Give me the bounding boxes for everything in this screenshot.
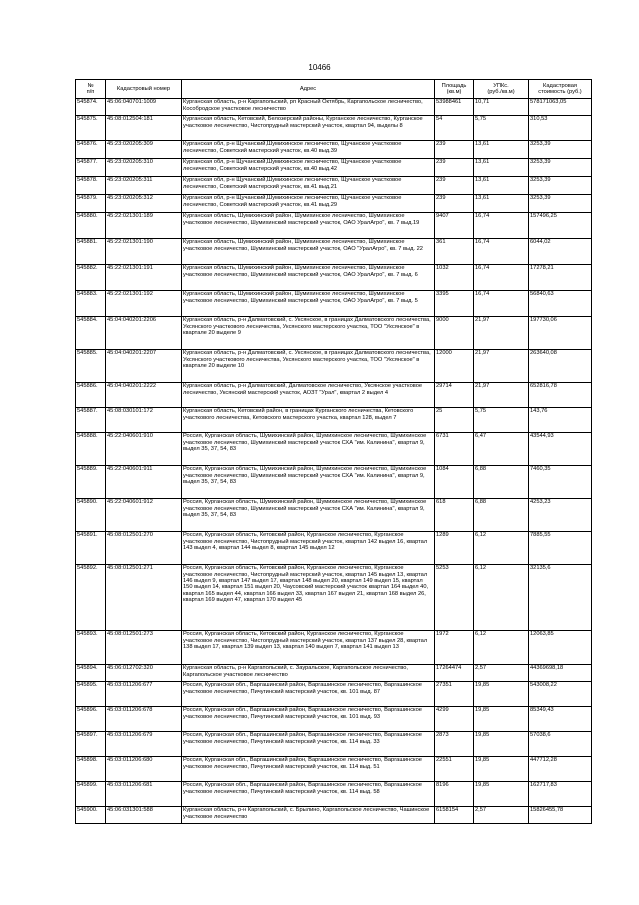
table-row — [76, 116, 592, 141]
cell-cadastral-value: 197730,06 — [529, 317, 592, 350]
page-number: 10466 — [308, 63, 331, 72]
cell-cadastral-value: 57038,6 — [529, 732, 592, 757]
cell-area: 29714 — [435, 383, 474, 408]
cell-row-number: 545887. — [76, 408, 106, 433]
cell-row-number: 545875. — [76, 116, 106, 141]
cell-address: Курганская обл, р-н Щучанский,Шумихинское лесничество, Щучанское участковое лесничество, Советский мастерский участок, кв.40 выд.39 — [182, 141, 435, 159]
cell-cadastral-value: 3253,39 — [529, 177, 592, 195]
cell-row-number: 545879. — [76, 195, 106, 213]
cell-cadastral-number: 45:04:040201:2206 — [106, 317, 182, 350]
cell-row-number: 545897. — [76, 732, 106, 757]
cell-area: 2873 — [435, 732, 474, 757]
cell-cadastral-value: 157496,25 — [529, 213, 592, 239]
cell-row-number: 545877. — [76, 159, 106, 177]
cell-cadastral-value: 143,76 — [529, 408, 592, 433]
cell-row-number: 545898. — [76, 757, 106, 782]
cell-upks: 21,97 — [474, 350, 529, 383]
cell-upks: 6,88 — [474, 499, 529, 532]
cell-cadastral-number: 45:22:021301:189 — [106, 213, 182, 239]
cell-cadastral-value: 43544,93 — [529, 433, 592, 466]
cell-cadastral-value: 4253,23 — [529, 499, 592, 532]
table-row — [76, 141, 592, 159]
cell-cadastral-value: 85349,43 — [529, 707, 592, 732]
cell-address: Курганская область, Шумихинский район, Шумихинское лесничество, Шумихинское участковое лесничество, Шумихинский мастерский участок, ОАО УралАгро", кв. 7 выд.19 — [182, 213, 435, 239]
cell-address: Курганская область, Кетовский район, в границах Курганского лесничества, Кетовского участкового лесничества, Кетовского мастерского участка, квартал 128, выдел 7 — [182, 408, 435, 433]
header-num: № п/п — [76, 80, 106, 99]
cell-cadastral-value: 3253,39 — [529, 195, 592, 213]
cell-row-number: 545882. — [76, 265, 106, 291]
cell-cadastral-number: 45:06:040701:1009 — [106, 99, 182, 116]
cell-cadastral-number: 45:23:020205:312 — [106, 195, 182, 213]
header-cadastral-number: Кадастровый номер — [106, 80, 182, 99]
header-upks: УПКс. (руб./кв.м) — [474, 80, 529, 99]
cell-row-number: 545889. — [76, 466, 106, 499]
cell-cadastral-value: 162717,83 — [529, 782, 592, 807]
cell-area: 54 — [435, 116, 474, 141]
cell-address: Россия, Курганская обл., Варгашинский район, Варгашинское лесничество, Варгашинское участковое лесничество, Пичугинский мастерский участок, кв. 101 выд. 93 — [182, 707, 435, 732]
table-row — [76, 99, 592, 116]
cell-cadastral-value: 15826455,78 — [529, 807, 592, 824]
cell-upks: 21,97 — [474, 383, 529, 408]
cell-upks: 16,74 — [474, 265, 529, 291]
table-row — [76, 532, 592, 565]
cell-cadastral-number: 45:22:040601:912 — [106, 499, 182, 532]
cell-upks: 13,61 — [474, 195, 529, 213]
cell-cadastral-number: 45:22:021301:192 — [106, 291, 182, 317]
cell-cadastral-value: 7885,55 — [529, 532, 592, 565]
cell-cadastral-value: 543008,22 — [529, 682, 592, 707]
cell-cadastral-value: 17278,21 — [529, 265, 592, 291]
cell-area: 17264474 — [435, 665, 474, 682]
cell-area: 53988461 — [435, 99, 474, 116]
header-area: Площадь (кв.м) — [435, 80, 474, 99]
table-row — [76, 159, 592, 177]
cell-address: Курганская область, Шумихинский район, Шумихинское лесничество, Шумихинское участковое лесничество, Шумихинский мастерский участок, ОАО УралАгро", кв. 7 выд. 6 — [182, 265, 435, 291]
cell-cadastral-number: 45:22:040601:910 — [106, 433, 182, 466]
cell-row-number: 545900. — [76, 807, 106, 824]
table-row — [76, 732, 592, 757]
table-row — [76, 499, 592, 532]
cell-upks: 2,57 — [474, 665, 529, 682]
table-row — [76, 408, 592, 433]
header-address: Адрес — [182, 80, 435, 99]
cell-cadastral-number: 45:03:011206:681 — [106, 782, 182, 807]
table-header-row — [76, 80, 592, 99]
cell-upks: 16,74 — [474, 213, 529, 239]
cell-area: 9407 — [435, 213, 474, 239]
table-row — [76, 682, 592, 707]
cell-address: Курганская область, р-н Каргапольский, с. Зауральское, Каргапольское лесничество, Каргапольское участковое лесничество — [182, 665, 435, 682]
cell-area: 6731 — [435, 433, 474, 466]
header-cadastral-value: Кадастровая стоимость (руб.) — [529, 80, 592, 99]
cell-row-number: 545878. — [76, 177, 106, 195]
cell-upks: 16,74 — [474, 291, 529, 317]
cell-cadastral-number: 45:22:021301:191 — [106, 265, 182, 291]
cell-area: 12000 — [435, 350, 474, 383]
cell-cadastral-number: 45:22:021301:190 — [106, 239, 182, 265]
cell-row-number: 545884. — [76, 317, 106, 350]
cell-address: Курганская область, р-н Далматовский, с. Уксянское, в границах Далматовского лесничества, Уксянского участкового лесничества, Уксянского мастерского участка, ТОО "Уксянское" в квартале 20 выделе 10 — [182, 350, 435, 383]
cell-cadastral-value: 56840,63 — [529, 291, 592, 317]
cell-upks: 13,61 — [474, 177, 529, 195]
table-row — [76, 350, 592, 383]
cell-area: 5253 — [435, 565, 474, 631]
table-row — [76, 177, 592, 195]
cell-address: Россия, Курганская область, Шумихинский район, Шумихинское лесничество, Шумихинское участковое лесничество, Шумихинский мастерский участок СХА "им. Калинина", квартал 9, выдел 35, 37, 54, 83 — [182, 466, 435, 499]
cell-area: 9000 — [435, 317, 474, 350]
cell-upks: 19,85 — [474, 732, 529, 757]
cell-address: Россия, Курганская область, Кетовский район, Курганское лесничество, Курганское участковое лесничество, Чистопрудный мастерский участок, квартал 145 выдел 13, квартал 146 выдел 9, квартал 147 выдел 17, квартал 148 выдел 20, квартал 149 выдел 15, квартал 150 выдел 14, квартал 151 выдел 20, Чаусовский мастерский участок квартал 164 выдел 40, квартал 165 выдел 44, квартал 166 выдел 33, квартал 167 выдел 21, квартал 168 выдел 26, квартал 169 выдел 47, квартал 170 выдел 45 — [182, 565, 435, 631]
cell-address: Курганская обл, р-н Щучанский,Шумихинское лесничество, Щучанское участковое лесничество, Советский мастерский участок, кв.41 выд.29 — [182, 195, 435, 213]
cell-cadastral-number: 45:08:012501:271 — [106, 565, 182, 631]
cell-row-number: 545881. — [76, 239, 106, 265]
cell-cadastral-value: 652816,78 — [529, 383, 592, 408]
table-row — [76, 239, 592, 265]
cell-row-number: 545883. — [76, 291, 106, 317]
cell-cadastral-number: 45:23:020205:311 — [106, 177, 182, 195]
cell-cadastral-number: 45:08:012501:270 — [106, 532, 182, 565]
cell-cadastral-number: 45:08:012501:273 — [106, 631, 182, 665]
cell-row-number: 545888. — [76, 433, 106, 466]
cell-area: 1972 — [435, 631, 474, 665]
cell-cadastral-number: 45:03:011206:678 — [106, 707, 182, 732]
table-row — [76, 782, 592, 807]
cell-address: Россия, Курганская обл., Варгашинский район, Варгашинское лесничество, Варгашинское участковое лесничество, Пичугинский мастерский участок, кв. 114 выд. 33 — [182, 732, 435, 757]
cell-cadastral-number: 45:03:011206:677 — [106, 682, 182, 707]
cell-area: 22551 — [435, 757, 474, 782]
cell-cadastral-value: 32135,6 — [529, 565, 592, 631]
cell-area: 4299 — [435, 707, 474, 732]
cell-upks: 21,97 — [474, 317, 529, 350]
cell-cadastral-number: 45:22:040601:911 — [106, 466, 182, 499]
table-row — [76, 631, 592, 665]
cell-cadastral-value: 6044,02 — [529, 239, 592, 265]
cell-address: Курганская область, Шумихинский район, Шумихинское лесничество, Шумихинское участковое лесничество, Шумихинский мастерский участок, ОАО "УралАгро", кв. 7 выд. 22 — [182, 239, 435, 265]
cell-address: Курганская область, р-н Каргапольский, с. Брылино, Каргапольское лесничество, Чашинское участковое лесничество — [182, 807, 435, 824]
cell-address: Россия, Курганская область, Шумихинский район, Шумихинское лесничество, Шумихинское участковое лесничество, Шумихинский мастерский участок СХА "им. Калинина", квартал 9, выдел 35, 37, 54, 83 — [182, 499, 435, 532]
table-row — [76, 213, 592, 239]
cell-address: Россия, Курганская обл., Варгашинский район, Варгашинское лесничество, Варгашинское участковое лесничество, Пичугинский мастерский участок, кв. 114 выд. 58 — [182, 782, 435, 807]
table-row — [76, 317, 592, 350]
cell-row-number: 545874. — [76, 99, 106, 116]
cell-area: 25 — [435, 408, 474, 433]
cell-row-number: 545886. — [76, 383, 106, 408]
cell-address: Россия, Курганская область, Шумихинский район, Шумихинское лесничество, Шумихинское участковое лесничество, Шумихинский мастерский участок СХА "им. Калинина", квартал 9, выдел 35, 37, 54, 83 — [182, 433, 435, 466]
cell-area: 618 — [435, 499, 474, 532]
cell-cadastral-number: 45:23:020205:309 — [106, 141, 182, 159]
cell-area: 1032 — [435, 265, 474, 291]
cell-address: Курганская область, Кетовский, Белозерский районы, Курганское лесничество, Курганское участковое лесничество, Чистопрудный мастерский участок, квартал 94, выделы 8 — [182, 116, 435, 141]
cell-row-number: 545899. — [76, 782, 106, 807]
cell-cadastral-number: 45:04:040201:2207 — [106, 350, 182, 383]
table-row — [76, 757, 592, 782]
cell-cadastral-number: 45:03:011206:679 — [106, 732, 182, 757]
cell-upks: 6,12 — [474, 532, 529, 565]
cell-row-number: 545892. — [76, 565, 106, 631]
table-row — [76, 707, 592, 732]
cell-cadastral-value: 12063,85 — [529, 631, 592, 665]
cell-upks: 5,75 — [474, 408, 529, 433]
cell-upks: 19,85 — [474, 782, 529, 807]
table-row — [76, 433, 592, 466]
cell-area: 3395 — [435, 291, 474, 317]
cell-upks: 19,85 — [474, 757, 529, 782]
cell-cadastral-number: 45:08:030101:172 — [106, 408, 182, 433]
cell-area: 8196 — [435, 782, 474, 807]
cell-cadastral-number: 45:23:020205:310 — [106, 159, 182, 177]
cadastral-table — [75, 79, 592, 824]
cell-cadastral-number: 45:04:040201:2222 — [106, 383, 182, 408]
cell-address: Россия, Курганская область, Кетовский район, Курганское лесничество, Курганское участковое лесничество, Чистопрудный мастерский участок, квартал 137 выдел 28, квартал 138 выдел 17, квартал 139 выдел 13, квартал 140 выдел 7, квартал 141 выдел 13 — [182, 631, 435, 665]
cell-cadastral-number: 45:03:011206:680 — [106, 757, 182, 782]
cell-upks: 2,57 — [474, 807, 529, 824]
cell-area: 239 — [435, 141, 474, 159]
cell-cadastral-value: 3253,39 — [529, 159, 592, 177]
cell-upks: 6,47 — [474, 433, 529, 466]
table-row — [76, 466, 592, 499]
cell-area: 1084 — [435, 466, 474, 499]
cell-cadastral-value: 310,53 — [529, 116, 592, 141]
cell-area: 239 — [435, 159, 474, 177]
cell-upks: 5,75 — [474, 116, 529, 141]
cell-address: Курганская обл, р-н Щучанский,Шумихинское лесничество, Щучанское участковое лесничество, Советский мастерский участок, кв.41 выд.21 — [182, 177, 435, 195]
cell-cadastral-value: 7460,35 — [529, 466, 592, 499]
cell-cadastral-number: 45:06:031301:588 — [106, 807, 182, 824]
cell-upks: 16,74 — [474, 239, 529, 265]
cell-row-number: 545894. — [76, 665, 106, 682]
cell-upks: 6,12 — [474, 631, 529, 665]
cell-cadastral-value: 578171063,05 — [529, 99, 592, 116]
cell-area: 361 — [435, 239, 474, 265]
table-row — [76, 265, 592, 291]
cell-address: Россия, Курганская обл., Варгашинский район, Варгашинское лесничество, Варгашинское участковое лесничество, Пичугинский мастерский участок, кв. 101 выд. 87 — [182, 682, 435, 707]
cell-cadastral-value: 263640,08 — [529, 350, 592, 383]
cell-row-number: 545895. — [76, 682, 106, 707]
cell-upks: 13,61 — [474, 159, 529, 177]
cell-address: Курганская область, Шумихинский район, Шумихинское лесничество, Шумихинское участковое лесничество, Шумихинский мастерский участок, ОАО УралАгро", кв. 7 выд. 5 — [182, 291, 435, 317]
cell-upks: 6,88 — [474, 466, 529, 499]
cell-cadastral-value: 3253,39 — [529, 141, 592, 159]
cell-row-number: 545880. — [76, 213, 106, 239]
cell-cadastral-number: 45:06:012702:320 — [106, 665, 182, 682]
table-row — [76, 383, 592, 408]
cell-area: 239 — [435, 177, 474, 195]
cell-upks: 6,12 — [474, 565, 529, 631]
table-row — [76, 807, 592, 824]
cell-area: 239 — [435, 195, 474, 213]
cell-cadastral-number: 45:08:012504:181 — [106, 116, 182, 141]
cell-area: 1289 — [435, 532, 474, 565]
cell-row-number: 545876. — [76, 141, 106, 159]
cell-upks: 10,71 — [474, 99, 529, 116]
cell-upks: 19,85 — [474, 707, 529, 732]
cell-address: Россия, Курганская обл., Варгашинский район, Варгашинское лесничество, Варгашинское участковое лесничество, Пичугинский мастерский участок, кв. 114 выд. 51 — [182, 757, 435, 782]
table-row — [76, 565, 592, 631]
cell-row-number: 545890. — [76, 499, 106, 532]
cell-cadastral-value: 44369698,18 — [529, 665, 592, 682]
table-row — [76, 291, 592, 317]
cell-row-number: 545896. — [76, 707, 106, 732]
cell-row-number: 545885. — [76, 350, 106, 383]
cell-upks: 13,61 — [474, 141, 529, 159]
table-row — [76, 665, 592, 682]
cell-area: 27351 — [435, 682, 474, 707]
cell-address: Россия, Курганская область, Кетовский район, Курганское лесничество, Курганское участковое лесничество, Чистопрудный мастерский участок, квартал 142 выдел 16, квартал 143 выдел 4, квартал 144 выдел 8, квартал 145 выдел 12 — [182, 532, 435, 565]
cell-address: Курганская обл, р-н Щучанский,Шумихинское лесничество, Щучанское участковое лесничество, Советский мастерский участок, кв.40 выд.42 — [182, 159, 435, 177]
cell-cadastral-value: 447712,28 — [529, 757, 592, 782]
cell-address: Курганская область, р-н Каргапольский, рп Красный Октябрь, Каргапольское лесничество, Кособродское участковое лесничество — [182, 99, 435, 116]
cell-row-number: 545891. — [76, 532, 106, 565]
cell-area: 6158154 — [435, 807, 474, 824]
cell-address: Курганская область, р-н Далматовский, Далматовское лесничество, Уксянское участковое лесничество, Уксянский мастерский участок, АОЗТ "Урал", квартал 2 выдел 4 — [182, 383, 435, 408]
cell-upks: 19,85 — [474, 682, 529, 707]
cell-address: Курганская область, р-н Далматовский, с. Уксянское, в границах Далматовского лесничества, Уксянского участкового лесничества, Уксянского мастерского участка, ТОО "Уксянское" в квартале 20 выделе 9 — [182, 317, 435, 350]
table-row — [76, 195, 592, 213]
cell-row-number: 545893. — [76, 631, 106, 665]
